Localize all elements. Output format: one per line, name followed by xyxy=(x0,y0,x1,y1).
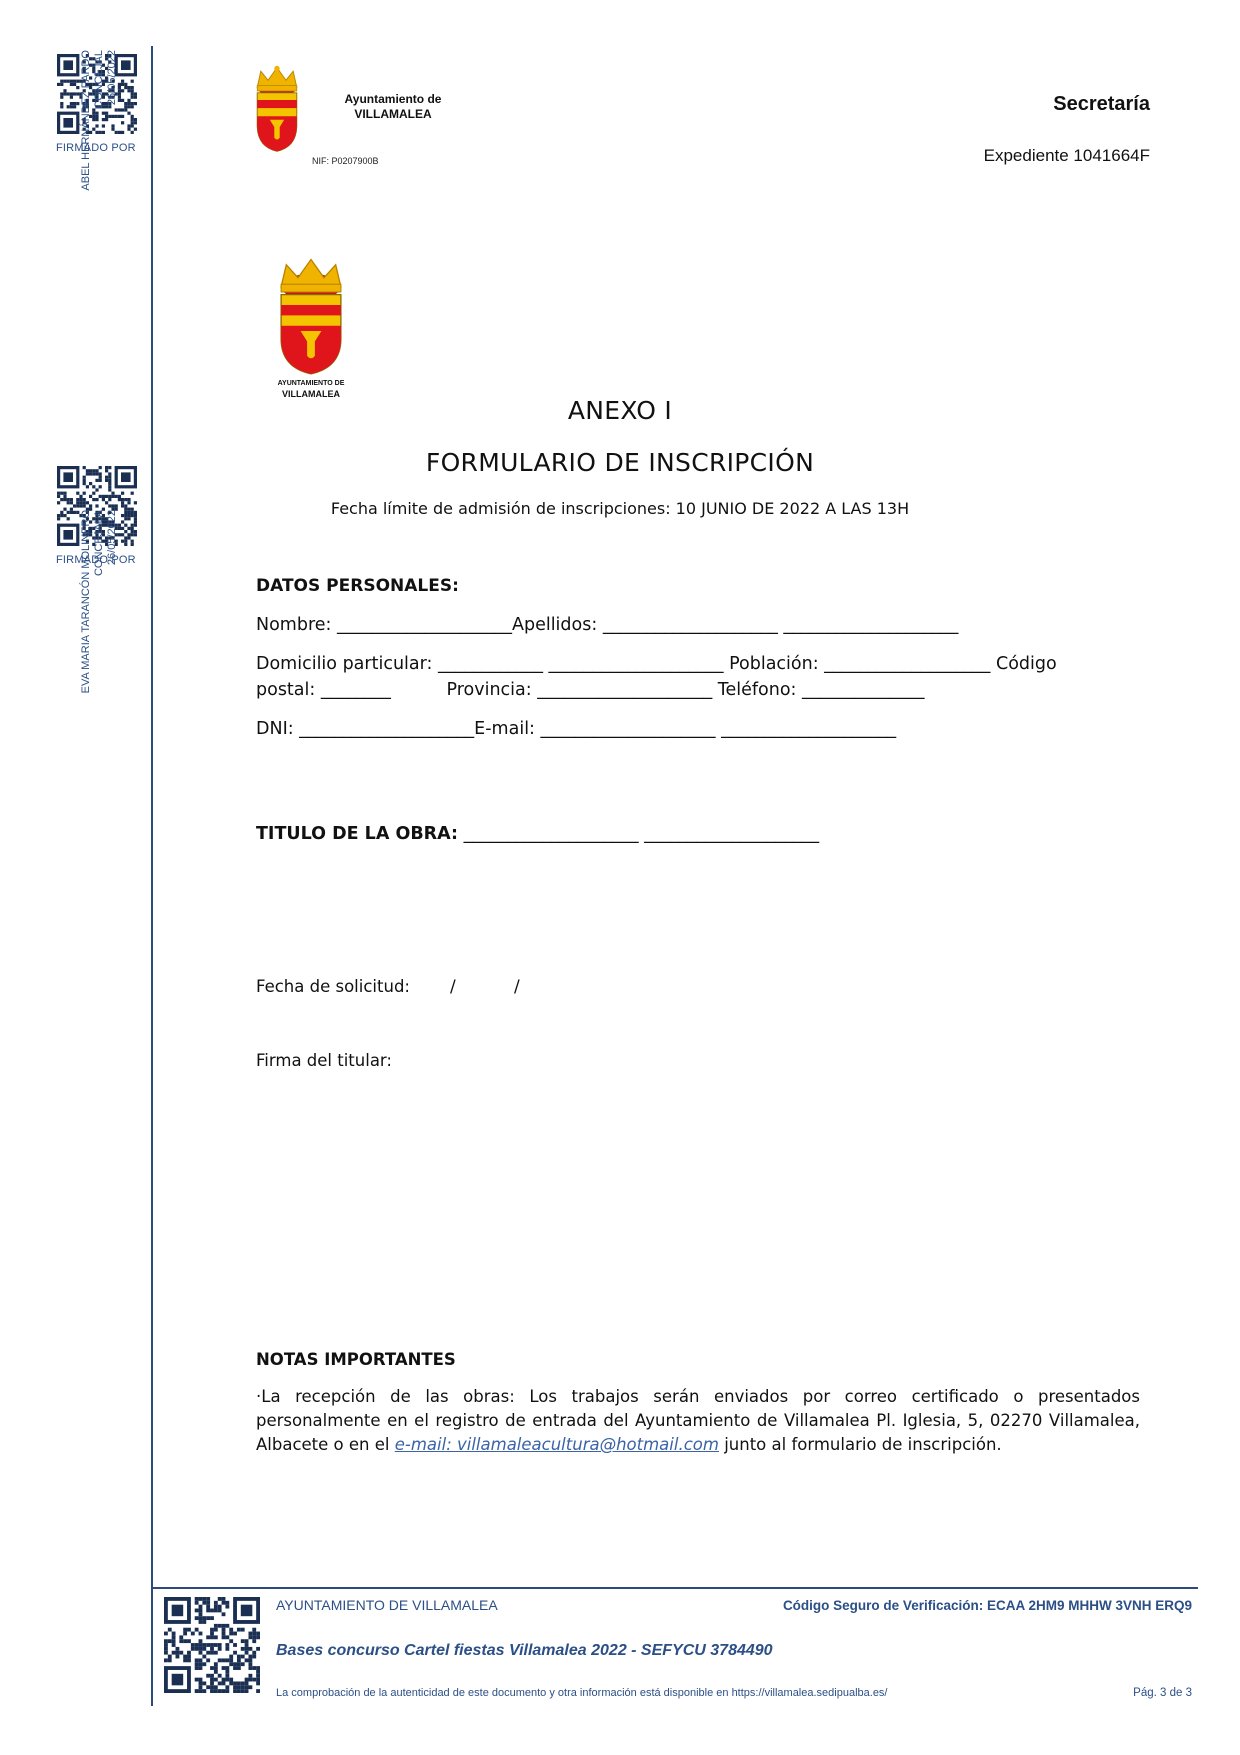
coat-of-arms-icon xyxy=(250,62,304,156)
dni-email-line: DNI: ____________________E-mail: ____________________ ____________________ xyxy=(256,719,897,739)
date-separator-1: / xyxy=(450,977,456,997)
footer-csv: Código Seguro de Verificación: ECAA 2HM9 MHHW 3VNH ERQ9 xyxy=(782,1598,1192,1613)
footer-document-title: Bases concurso Cartel fiestas Villamalea 2022 - SEFYCU 3784490 xyxy=(276,1642,773,1659)
signature-1-role: CONCEJAL xyxy=(93,50,105,109)
personal-data-heading: DATOS PERSONALES: xyxy=(256,576,459,596)
annex-title: ANEXO I xyxy=(567,396,673,425)
municipality-name xyxy=(318,92,468,122)
municipality-line-2: VILLAMALEA xyxy=(354,107,432,121)
signature-1-date: 26/05/2022 xyxy=(106,50,118,106)
notes-heading: NOTAS IMPORTANTES xyxy=(256,1350,456,1369)
signature-2-label: FIRMADO POR xyxy=(56,554,136,566)
signature-1-label: FIRMADO POR xyxy=(56,142,136,154)
work-title-label: TITULO DE LA OBRA: xyxy=(256,824,459,844)
signature-2-date: 26/05/2022 xyxy=(106,510,118,566)
deadline-text: Fecha límite de admisión de inscripciones: 10 JUNIO DE 2022 A LAS 13H xyxy=(330,499,910,518)
emblem-caption-2: VILLAMALEA xyxy=(282,389,340,399)
department-name: Secretaría xyxy=(1053,93,1150,115)
notes-email-link[interactable]: e-mail: villamaleacultura@hotmail.com xyxy=(394,1435,719,1454)
footer-divider xyxy=(152,1587,1198,1589)
signature-field-label: Firma del titular: xyxy=(256,1051,392,1070)
notes-text-after: junto al formulario de inscripción. xyxy=(718,1435,1002,1454)
signature-2-role: CONCEJALA xyxy=(93,510,105,577)
municipality-line-1: Ayuntamiento de xyxy=(344,92,442,106)
emblem-caption-1: AYUNTAMIENTO DE xyxy=(277,380,345,387)
footer-verification-note: La comprobación de la autenticidad de este documento y otra información está disponible en https://villamalea.sedipualba.es/ xyxy=(276,1687,888,1699)
signature-1-block xyxy=(80,50,119,310)
date-separator-2: / xyxy=(514,977,520,997)
signature-2-block xyxy=(80,510,119,770)
coat-of-arms-icon xyxy=(272,258,350,378)
work-title-blanks: ____________________ ____________________ xyxy=(458,824,820,844)
footer-page-number: Pág. 3 de 3 xyxy=(1133,1687,1192,1699)
expediente-number: Expediente 1041664F xyxy=(983,146,1150,165)
address-line-1: Domicilio particular: ____________ ____________________ Población: ___________________ Código xyxy=(256,654,1057,674)
work-title-line xyxy=(256,824,819,844)
name-line: Nombre: ____________________Apellidos: ____________________ ____________________ xyxy=(256,615,959,635)
nif-number: NIF: P0207900B xyxy=(312,156,379,166)
footer-organization: AYUNTAMIENTO DE VILLAMALEA xyxy=(276,1597,498,1613)
qr-code-icon xyxy=(164,1597,260,1693)
signature-1-signer: ABEL HERNÁNDEZ PARDO xyxy=(80,50,92,191)
signature-2-signer: EVA MARIA TARANCÓN MOLINERO xyxy=(80,510,92,694)
notes-text-before: ·La recepción de las obras: Los trabajos serán enviados por correo certificado o presentados personalmente en el registro de entrada del Ayuntamiento de Villamalea Pl. Iglesia, 5, 02270 Villamalea, Albacete o en el xyxy=(256,1387,1140,1454)
request-date-label: Fecha de solicitud: xyxy=(256,977,410,996)
form-title: FORMULARIO DE INSCRIPCIÓN xyxy=(425,448,815,477)
notes-paragraph xyxy=(256,1385,1140,1457)
address-line-2: postal: ________ Provincia: ____________________ Teléfono: ______________ xyxy=(256,680,925,700)
signature-rail-line xyxy=(151,46,153,1706)
